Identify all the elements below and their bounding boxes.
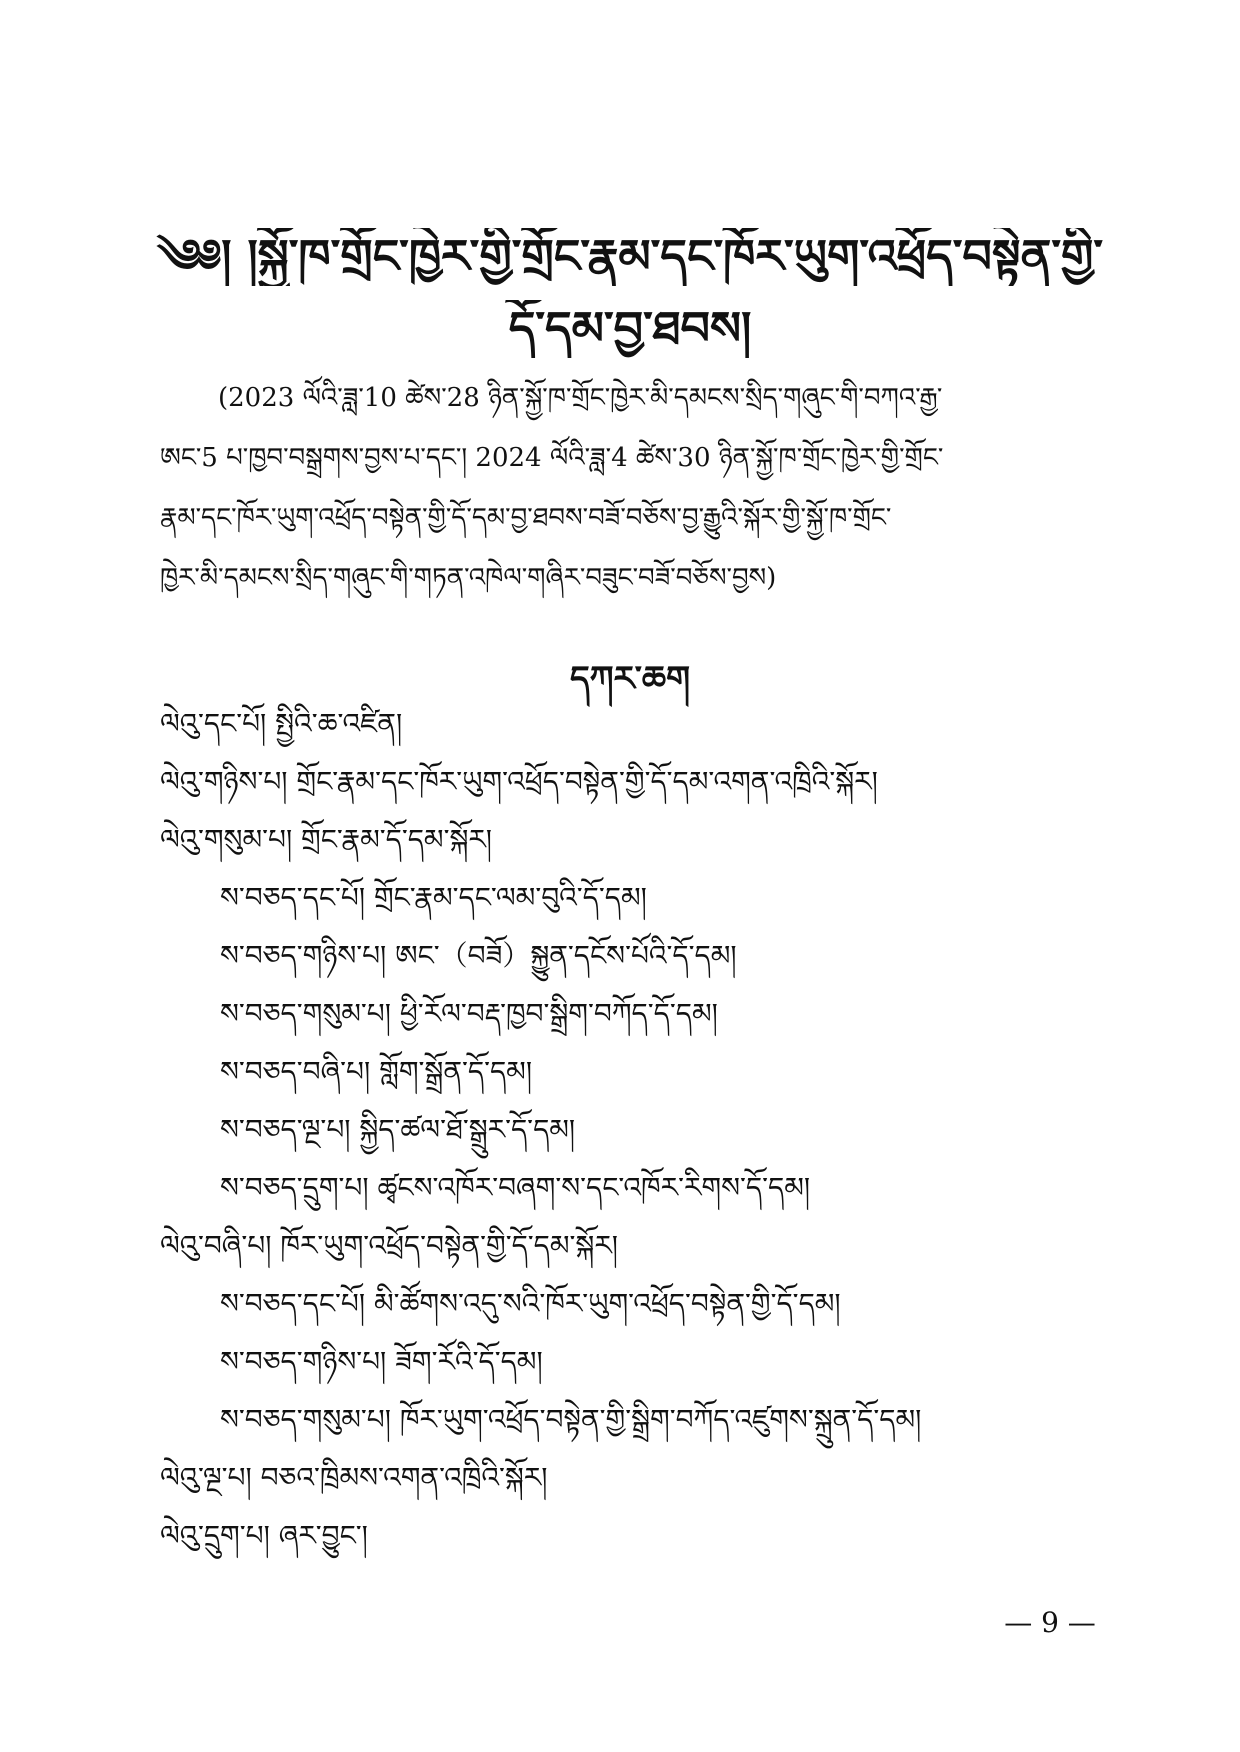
publication-note-line-3: རྣམ་དང་ཁོར་ཡུག་འཕྲོད་བསྟེན་གྱི་དོ་དམ་བྱ་ཐབས་བཟོ་བཅོས་བྱ་རྒྱུའི་སྐོར་གྱི་སྐྱོ་ཁ་གྲོང་	[160, 503, 892, 533]
toc-section-entry: ས་བཅད་གསུམ་པ། ཁོར་ཡུག་འཕྲོད་བསྟེན་གྱི་སྒྲིག་བཀོད་འཛུགས་སྐྲུན་དོ་དམ།	[220, 1403, 922, 1436]
toc-section-entry: ས་བཅད་གསུམ་པ། ཕྱི་རོལ་བརྡ་ཁྱབ་སྒྲིག་བཀོད་དོ་དམ།	[220, 997, 718, 1030]
toc-chapter-entry: ལེའུ་ལྔ་པ། བཅའ་ཁྲིམས་འགན་འཁྲིའི་སྐོར།	[160, 1461, 548, 1494]
toc-section-entry: ས་བཅད་དང་པོ། མི་ཚོགས་འདུ་སའི་ཁོར་ཡུག་འཕྲོད་བསྟེན་གྱི་དོ་དམ།	[220, 1287, 841, 1320]
toc-chapter-entry: ལེའུ་དང་པོ། སྤྱིའི་ཆ་འཛིན།	[160, 707, 403, 740]
toc-section-entry: ས་བཅད་དྲུག་པ། ཚྭངས་འཁོར་བཞག་ས་དང་འཁོར་རིགས་དོ་དམ།	[220, 1171, 811, 1204]
table-of-contents-heading: དཀར་ཆག	[569, 659, 691, 699]
table-of-contents	[160, 695, 1100, 1565]
toc-chapter-entry: ལེའུ་གསུམ་པ། གྲོང་རྣམ་དོ་དམ་སྐོར།	[160, 823, 493, 856]
document-title-line-1: ༄༅། །སྐྱོ་ཁ་གྲོང་ཁྱེར་གྱི་གྲོང་རྣམ་དང་ཁོར་ཡུག་འཕྲོད་བསྟེན་གྱི་	[156, 229, 1104, 283]
publication-note-line-1: (2023 ལོའི་ཟླ་10 ཚེས་28 ཉིན་སྐྱོ་ཁ་གྲོང་ཁྱེར་མི་དམངས་སྲིད་གཞུང་གི་བཀའ་རྒྱ་	[218, 383, 943, 413]
page-number: — 9 —	[1004, 1606, 1096, 1639]
publication-note-line-2: ཨང་5 པ་ཁྱབ་བསྒྲགས་བྱས་པ་དང་། 2024 ལོའི་ཟླ་4 ཚེས་30 ཉིན་སྐྱོ་ཁ་གྲོང་ཁྱེར་གྱི་གྲོང་	[160, 443, 944, 473]
toc-section-entry: ས་བཅད་གཉིས་པ། ཟོག་རོའི་དོ་དམ།	[220, 1345, 543, 1378]
publication-note-line-4: ཁྱེར་མི་དམངས་སྲིད་གཞུང་གི་གཏན་འཁེལ་གཞིར་བཟུང་བཟོ་བཅོས་བྱས)	[160, 563, 777, 593]
toc-chapter-entry: ལེའུ་དྲུག་པ། ཞར་བྱུང་།	[160, 1519, 368, 1552]
toc-chapter-entry: ལེའུ་གཉིས་པ། གྲོང་རྣམ་དང་ཁོར་ཡུག་འཕྲོད་བསྟེན་གྱི་དོ་དམ་འགན་འཁྲིའི་སྐོར།	[160, 765, 878, 798]
document-title-line-2: དོ་དམ་བྱ་ཐབས།	[508, 301, 752, 355]
toc-section-entry: ས་བཅད་གཉིས་པ། ཨང་（བཟོ）སྐྱུན་དངོས་པོའི་དོ་དམ།	[220, 939, 737, 972]
toc-chapter-entry: ལེའུ་བཞི་པ། ཁོར་ཡུག་འཕྲོད་བསྟེན་གྱི་དོ་དམ་སྐོར།	[160, 1229, 618, 1262]
toc-section-entry: ས་བཅད་ལྔ་པ། སྐྱིད་ཚལ་ཐོ་སྒྲུར་དོ་དམ།	[220, 1113, 576, 1146]
toc-section-entry: ས་བཅད་དང་པོ། གྲོང་རྣམ་དང་ལམ་བུའི་དོ་དམ།	[220, 881, 647, 914]
toc-section-entry: ས་བཅད་བཞི་པ། གློག་སྒྲོན་དོ་དམ།	[220, 1055, 533, 1088]
